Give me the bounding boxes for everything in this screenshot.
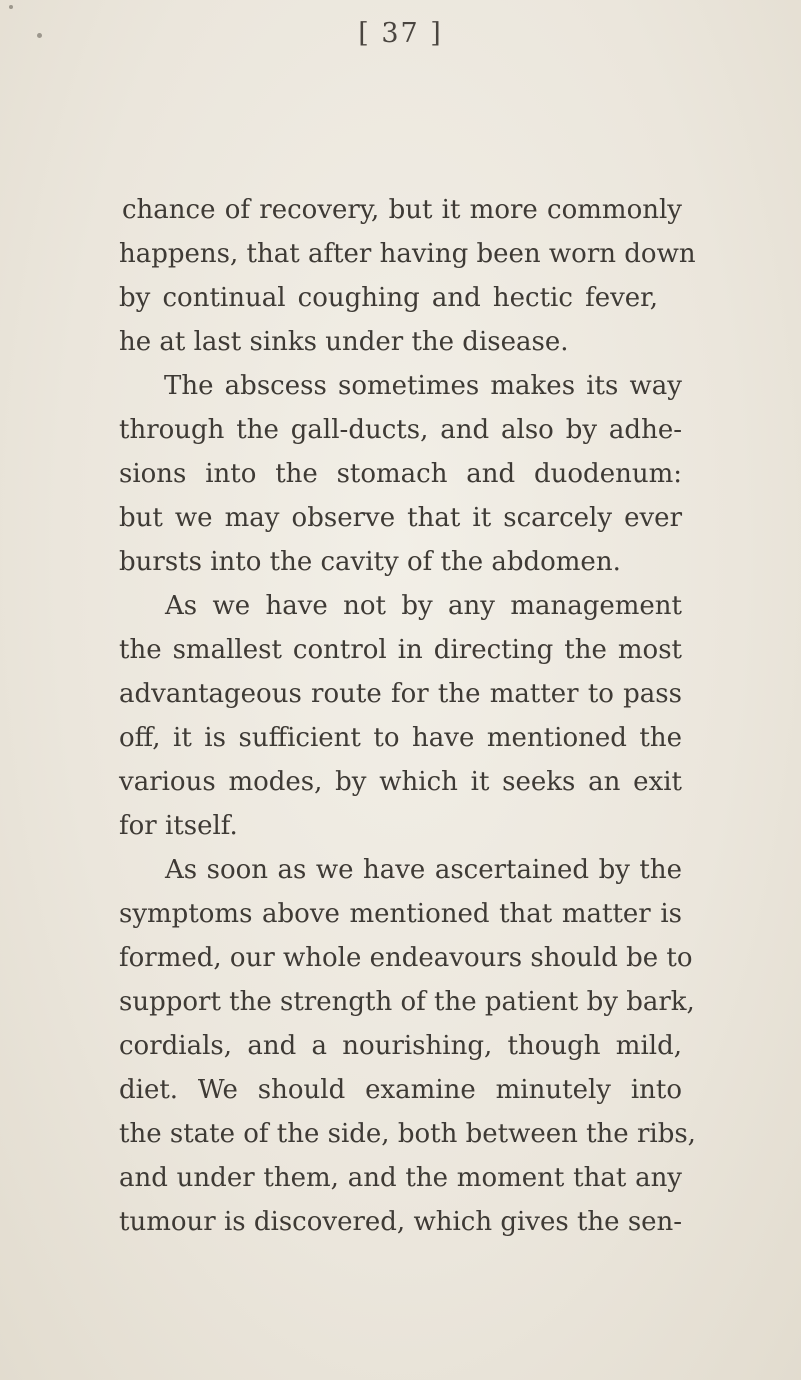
text-line: cordials, and a nourishing, though mild, bbox=[119, 1031, 682, 1061]
page-number: [ 37 ] bbox=[358, 18, 443, 49]
text-line: support the strength of the patient by bark, bbox=[119, 987, 695, 1017]
text-line: tumour is discovered, which gives the sen- bbox=[119, 1207, 683, 1237]
text-line: The abscess sometimes makes its way bbox=[164, 371, 682, 401]
text-line: chance of recovery, but it more commonly bbox=[122, 195, 682, 225]
text-line: and under them, and the moment that any bbox=[119, 1163, 682, 1193]
text-line: As soon as we have ascertained by the bbox=[165, 855, 682, 885]
text-line: through the gall-ducts, and also by adhe- bbox=[119, 415, 682, 445]
text-line: but we may observe that it scarcely ever bbox=[119, 503, 682, 533]
text-line: various modes, by which it seeks an exit bbox=[119, 767, 682, 797]
text-line: happens, that after having been worn down bbox=[119, 239, 696, 269]
text-line: diet. We should examine minutely into bbox=[119, 1075, 682, 1105]
text-line: he at last sinks under the disease. bbox=[119, 327, 569, 357]
text-line: advantageous route for the matter to pass bbox=[119, 679, 682, 709]
text-line: bursts into the cavity of the abdomen. bbox=[119, 547, 621, 577]
text-line: for itself. bbox=[119, 811, 238, 841]
text-line: the state of the side, both between the ribs, bbox=[119, 1119, 696, 1149]
text-line: sions into the stomach and duodenum: bbox=[119, 459, 682, 489]
text-line: As we have not by any management bbox=[165, 591, 682, 621]
text-line: by continual coughing and hectic fever, bbox=[119, 283, 658, 313]
text-line: formed, our whole endeavours should be to bbox=[119, 943, 693, 973]
ink-speck bbox=[9, 5, 13, 9]
text-line: the smallest control in directing the most bbox=[119, 635, 682, 665]
text-line: off, it is sufficient to have mentioned the bbox=[119, 723, 682, 753]
text-line: symptoms above mentioned that matter is bbox=[119, 899, 682, 929]
